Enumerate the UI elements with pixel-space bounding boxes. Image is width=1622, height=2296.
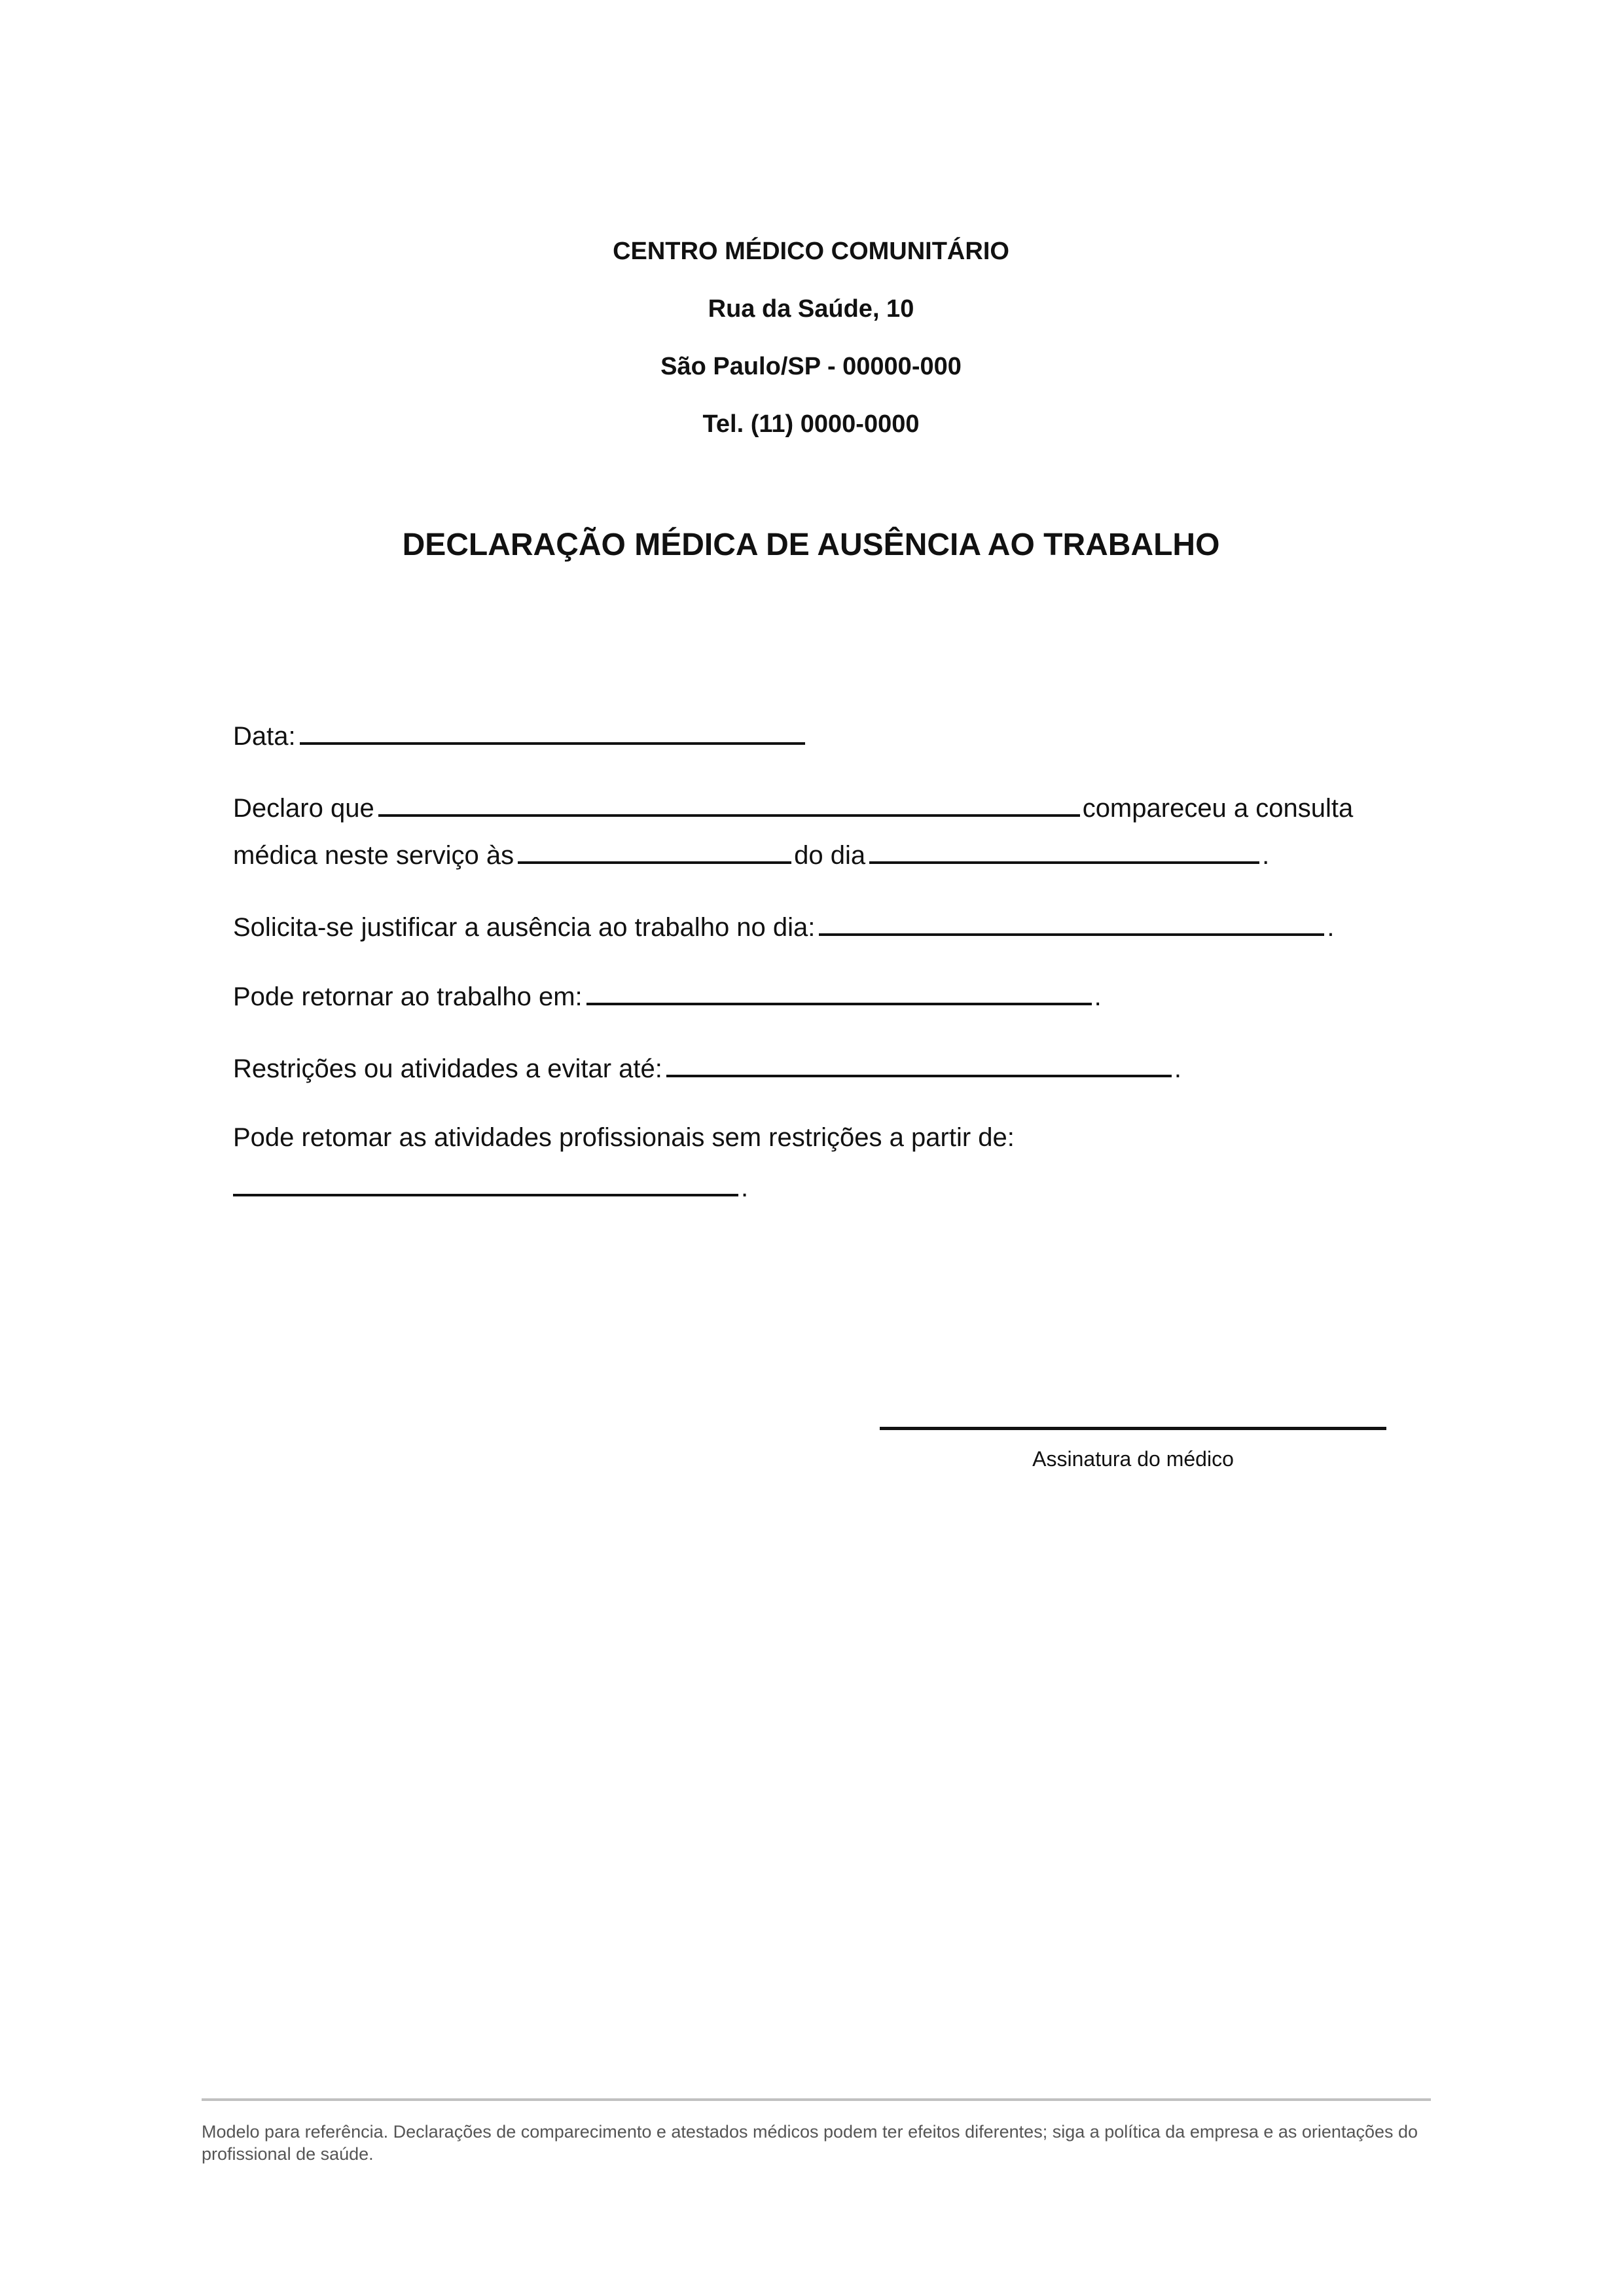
declaro-row <box>233 789 1353 824</box>
unrestricted-date-field[interactable] <box>233 1169 738 1196</box>
declaro-label: Declaro que <box>233 794 374 823</box>
signature-label: Assinatura do médico <box>1032 1447 1234 1471</box>
retornar-row <box>233 978 1102 1013</box>
consulta-row <box>233 836 1269 871</box>
date-label: Data: <box>233 722 296 751</box>
period: . <box>1174 1054 1182 1083</box>
absence-date-field[interactable] <box>819 908 1324 936</box>
medica-text: médica neste serviço às <box>233 841 514 870</box>
restrictions-date-field[interactable] <box>666 1050 1172 1077</box>
retomar-row <box>233 1122 1015 1153</box>
time-field[interactable] <box>518 836 791 864</box>
retornar-label: Pode retornar ao trabalho em: <box>233 982 583 1011</box>
clinic-phone: Tel. (11) 0000-0000 <box>702 410 920 438</box>
clinic-city: São Paulo/SP - 00000-000 <box>660 353 962 380</box>
retomar-field-row <box>233 1169 748 1204</box>
restricoes-row <box>233 1050 1181 1085</box>
period: . <box>1327 913 1335 942</box>
solicita-label: Solicita-se justificar a ausência ao trabalho no dia: <box>233 913 816 942</box>
document-title: DECLARAÇÃO MÉDICA DE AUSÊNCIA AO TRABALHO <box>402 528 1220 562</box>
date-row <box>233 717 808 752</box>
restricoes-label: Restrições ou atividades a evitar até: <box>233 1054 662 1083</box>
period: . <box>1094 982 1102 1011</box>
clinic-address: Rua da Saúde, 10 <box>708 295 914 323</box>
solicita-row <box>233 908 1335 943</box>
consult-date-field[interactable] <box>869 836 1259 864</box>
period: . <box>1262 841 1270 870</box>
return-date-field[interactable] <box>586 978 1092 1005</box>
do-dia-text: do dia <box>794 841 866 870</box>
period: . <box>741 1174 749 1202</box>
signature-line[interactable] <box>880 1427 1386 1430</box>
compareceu-text: compareceu a consulta <box>1082 794 1354 823</box>
clinic-name: CENTRO MÉDICO COMUNITÁRIO <box>613 238 1009 265</box>
footer-note: Modelo para referência. Declarações de comparecimento e atestados médicos podem ter efeitos diferentes; siga a política da empresa e as orientações do profissional de saúde. <box>202 2122 1418 2164</box>
footer-divider <box>202 2098 1431 2101</box>
patient-name-field[interactable] <box>378 789 1080 817</box>
date-field[interactable] <box>300 717 805 745</box>
retomar-label: Pode retomar as atividades profissionais sem restrições a partir de: <box>233 1123 1015 1152</box>
